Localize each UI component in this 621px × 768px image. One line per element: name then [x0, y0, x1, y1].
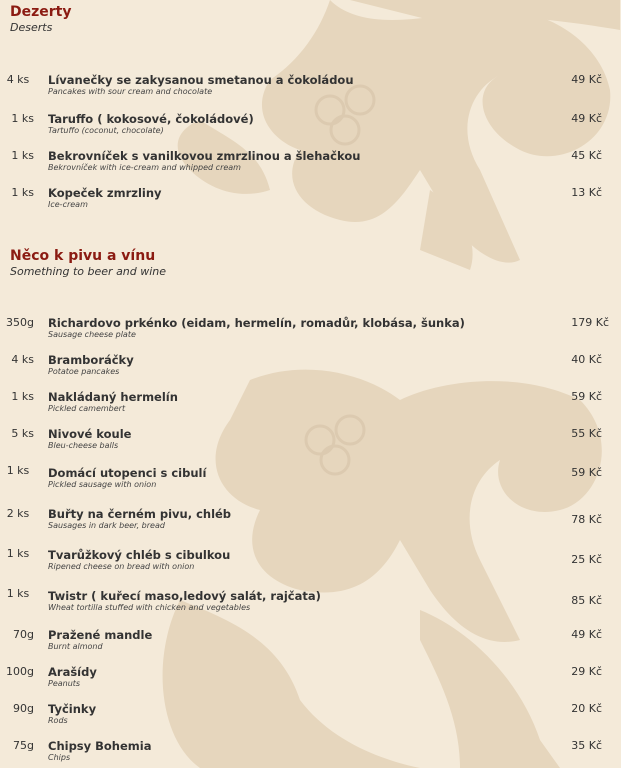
item-quantity: 75g: [13, 739, 34, 752]
item-price: 35 Kč: [571, 739, 602, 752]
item-name: Taruffo ( kokosové, čokoládové): [48, 112, 254, 126]
item-quantity: 1 ks: [6, 547, 30, 560]
item-quantity: 5 ks: [11, 427, 34, 440]
item-translation: Ripened cheese on bread with onion: [48, 562, 195, 571]
item-name: Twistr ( kuřecí maso,ledový salát, rajčata): [48, 589, 321, 603]
item-quantity: 4 ks: [11, 353, 34, 366]
section-title-desserts: Dezerty: [10, 4, 72, 20]
item-price: 49 Kč: [571, 73, 602, 86]
item-name: Domácí utopenci s cibulí: [48, 466, 207, 480]
item-name: Bekrovníček s vanilkovou zmrzlinou a šlehačkou: [48, 149, 361, 163]
item-quantity: 70g: [13, 628, 34, 641]
item-translation: Burnt almond: [48, 642, 103, 651]
item-quantity: 1 ks: [6, 587, 30, 600]
item-quantity: 1 ks: [11, 390, 34, 403]
item-translation: Pickled camembert: [48, 404, 126, 413]
item-name: Nivové koule: [48, 427, 132, 441]
item-price: 59 Kč: [571, 466, 602, 479]
item-name: Tvarůžkový chléb s cibulkou: [48, 548, 231, 562]
section-subtitle-desserts: Deserts: [10, 21, 53, 34]
item-price: 40 Kč: [571, 353, 602, 366]
item-price: 45 Kč: [571, 149, 602, 162]
item-price: 59 Kč: [571, 390, 602, 403]
item-price: 55 Kč: [571, 427, 602, 440]
section-title-beer-wine: Něco k pivu a vínu: [10, 248, 156, 264]
item-price: 20 Kč: [571, 702, 602, 715]
item-name: Buřty na černém pivu, chléb: [48, 507, 232, 521]
item-price: 179 Kč: [571, 316, 609, 329]
item-price: 29 Kč: [571, 665, 602, 678]
item-name: Arašídy: [48, 665, 97, 679]
item-quantity: 4 ks: [6, 73, 30, 86]
item-name: Kopeček zmrzliny: [48, 186, 162, 200]
item-price: 13 Kč: [571, 186, 602, 199]
item-price: 85 Kč: [571, 594, 602, 607]
item-price: 25 Kč: [571, 553, 602, 566]
item-price: 49 Kč: [571, 112, 602, 125]
item-translation: Sausages in dark beer, bread: [48, 521, 165, 530]
item-quantity: 350g: [6, 316, 34, 329]
item-name: Tyčinky: [48, 702, 97, 716]
item-quantity: 1 ks: [11, 186, 34, 199]
item-translation: Potatoe pancakes: [48, 367, 120, 376]
item-name: Nakládaný hermelín: [48, 390, 178, 404]
item-translation: Sausage cheese plate: [48, 330, 136, 339]
item-translation: Bleu-cheese balls: [48, 441, 119, 450]
item-translation: Bekrovníček with ice-cream and whipped cream: [48, 163, 241, 172]
item-price: 49 Kč: [571, 628, 602, 641]
item-price: 78 Kč: [571, 513, 602, 526]
item-quantity: 1 ks: [6, 464, 30, 477]
item-translation: Pancakes with sour cream and chocolate: [48, 87, 213, 96]
item-name: Bramboráčky: [48, 353, 134, 367]
section-subtitle-beer-wine: Something to beer and wine: [10, 265, 167, 278]
item-translation: Peanuts: [48, 679, 81, 688]
item-translation: Wheat tortilla stuffed with chicken and vegetables: [48, 603, 251, 612]
item-quantity: 90g: [13, 702, 34, 715]
item-translation: Rods: [48, 716, 68, 725]
item-name: Chipsy Bohemia: [48, 739, 152, 753]
item-quantity: 1 ks: [11, 149, 34, 162]
item-name: Richardovo prkénko (eidam, hermelín, romadůr, klobása, šunka): [48, 316, 465, 330]
item-name: Pražené mandle: [48, 628, 153, 642]
item-translation: Chips: [48, 753, 71, 762]
item-name: Lívanečky se zakysanou smetanou a čokoládou: [48, 73, 354, 87]
item-translation: Pickled sausage with onion: [48, 480, 157, 489]
item-quantity: 2 ks: [6, 507, 30, 520]
item-quantity: 100g: [6, 665, 34, 678]
item-translation: Ice-cream: [48, 200, 88, 209]
item-translation: Tartuffo (coconut, chocolate): [48, 126, 164, 135]
item-quantity: 1 ks: [11, 112, 34, 125]
